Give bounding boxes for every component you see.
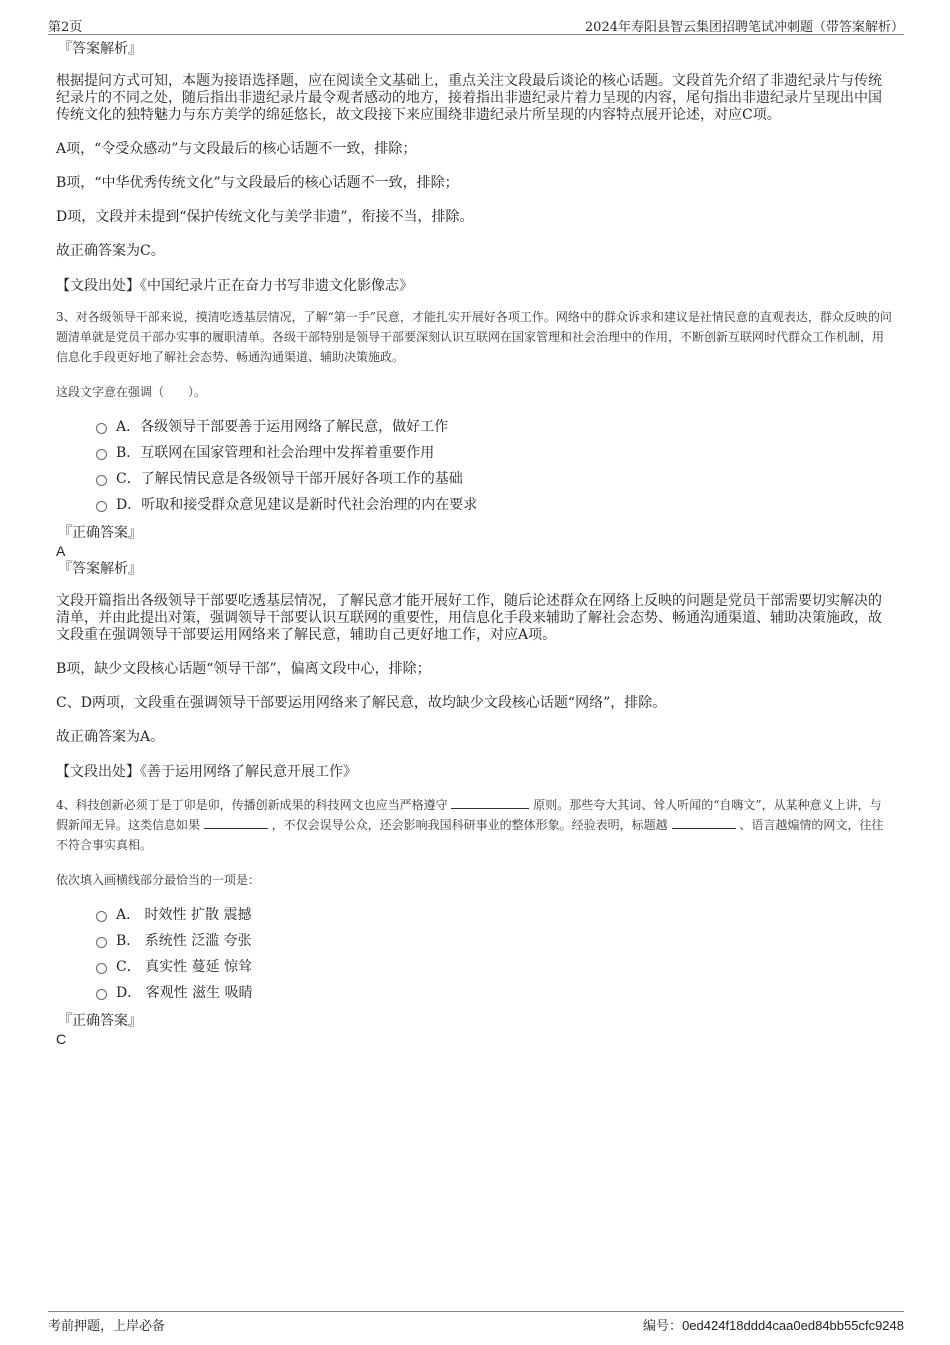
page-content bbox=[56, 40, 892, 1048]
question-4-text: 4、科技创新必须丁是丁卯是卯，传播创新成果的科技网文也应当严格遵守 原则。那些夸大其词、耸人听闻的“自嗨文”，从某种意义上讲，与假新闻无异。这类信息如果 ，不仅会误导公众，还会影响我国科研事业的整体形象。经验表明，标题越 、语言越煽情的网文，往往不符合事实真相。 bbox=[56, 798, 884, 852]
final-answer: 故正确答案为A。 bbox=[56, 729, 165, 745]
page-number: 第2页 bbox=[48, 20, 83, 35]
final-answer: 故正确答案为C。 bbox=[56, 243, 165, 259]
option-b-analysis: B项，“中华优秀传统文化”与文段最后的核心话题不一致，排除； bbox=[56, 175, 459, 191]
blank-3 bbox=[672, 816, 736, 829]
option-d-analysis: D项，文段并未提到“保护传统文化与美学非遗”，衔接不当，排除。 bbox=[56, 209, 474, 225]
option-a-analysis: A项，“令受众感动”与文段最后的核心话题不一致，排除； bbox=[56, 141, 417, 157]
analysis-paragraph: 文段开篇指出各级领导干部要吃透基层情况，了解民意才能开展好工作，随后论述群众在网络上反映的问题是党员干部需要切实解决的清单，并由此提出对策，强调领导干部要认识互联网的重要性，用信息化手段来辅助了解社会态势、畅通沟通渠道、辅助决策施政，故文段重在强调领导干部要运用网络来了解民意，辅助自己更好地工作，对应A项。 bbox=[56, 593, 882, 643]
footer-slogan: 考前押题，上岸必备 bbox=[48, 1319, 166, 1334]
analysis-label: 『答案解析』 bbox=[58, 561, 142, 577]
radio-icon[interactable] bbox=[96, 501, 107, 512]
question-3-text: 3、对各级领导干部来说，摸清吃透基层情况，了解“第一手”民意，才能扎实开展好各项工作。网络中的群众诉求和建议是社情民意的直观表达，群众反映的问题清单就是党员干部办实事的履职清单。各级干部特别是领导干部要深刻认识互联网在国家管理和社会治理中的作用，不断创新互联网时代群众工作机制，用信息化手段更好地了解社会态势、畅通沟通渠道、辅助决策施政。 bbox=[56, 310, 892, 364]
radio-icon[interactable] bbox=[96, 937, 107, 948]
option-a[interactable]: A． 时效性 扩散 震撼 bbox=[96, 902, 892, 928]
option-cd-analysis: C、D两项，文段重在强调领导干部要运用网络来了解民意，故均缺少文段核心话题“网络”，排除。 bbox=[56, 695, 667, 711]
document-code: 编号：0ed424f18ddd4caa0ed84bb55cfc9248 bbox=[643, 1318, 904, 1334]
page-footer bbox=[48, 1311, 904, 1334]
radio-icon[interactable] bbox=[96, 423, 107, 434]
radio-icon[interactable] bbox=[96, 449, 107, 460]
radio-icon[interactable] bbox=[96, 475, 107, 486]
option-c[interactable]: C． 真实性 蔓延 惊耸 bbox=[96, 954, 892, 980]
radio-icon[interactable] bbox=[96, 963, 107, 974]
option-c[interactable]: C．了解民情民意是各级领导干部开展好各项工作的基础 bbox=[96, 466, 892, 492]
page-header bbox=[48, 14, 904, 35]
option-d[interactable]: D．听取和接受群众意见建议是新时代社会治理的内在要求 bbox=[96, 492, 892, 518]
source-line: 【文段出处】《善于运用网络了解民意开展工作》 bbox=[56, 764, 357, 780]
analysis-label: 『答案解析』 bbox=[58, 41, 142, 57]
correct-answer-label: 『正确答案』 bbox=[58, 1013, 142, 1029]
question-4-prompt: 依次填入画横线部分最恰当的一项是： bbox=[56, 873, 261, 887]
option-a[interactable]: A．各级领导干部要善于运用网络了解民意，做好工作 bbox=[96, 414, 892, 440]
blank-2 bbox=[204, 816, 268, 829]
blank-1 bbox=[451, 796, 529, 809]
correct-answer: A bbox=[56, 543, 66, 559]
option-b[interactable]: B． 系统性 泛滥 夸张 bbox=[96, 928, 892, 954]
analysis-paragraph: 根据提问方式可知，本题为接语选择题，应在阅读全文基础上，重点关注文段最后谈论的核心话题。文段首先介绍了非遗纪录片与传统纪录片的不同之处，随后指出非遗纪录片最令观者感动的地方，接着指出非遗纪录片着力呈现的内容，尾句指出非遗纪录片呈现出中国传统文化的独特魅力与东方美学的绵延悠长，故文段接下来应围绕非遗纪录片所呈现的内容特点展开论述，对应C项。 bbox=[56, 73, 882, 123]
source-line: 【文段出处】《中国纪录片正在奋力书写非遗文化影像志》 bbox=[56, 278, 413, 294]
question-4-options bbox=[96, 902, 892, 1006]
radio-icon[interactable] bbox=[96, 911, 107, 922]
option-b-analysis: B项，缺少文段核心话题“领导干部”，偏离文段中心，排除； bbox=[56, 661, 431, 677]
radio-icon[interactable] bbox=[96, 989, 107, 1000]
correct-answer: C bbox=[56, 1031, 67, 1047]
question-3-prompt: 这段文字意在强调（ ）。 bbox=[56, 385, 207, 399]
question-3-options bbox=[96, 414, 892, 518]
correct-answer-label: 『正确答案』 bbox=[58, 525, 142, 541]
option-d[interactable]: D． 客观性 滋生 吸睛 bbox=[96, 980, 892, 1006]
document-title: 2024年寿阳县智云集团招聘笔试冲刺题（带答案解析） bbox=[584, 20, 904, 35]
option-b[interactable]: B．互联网在国家管理和社会治理中发挥着重要作用 bbox=[96, 440, 892, 466]
